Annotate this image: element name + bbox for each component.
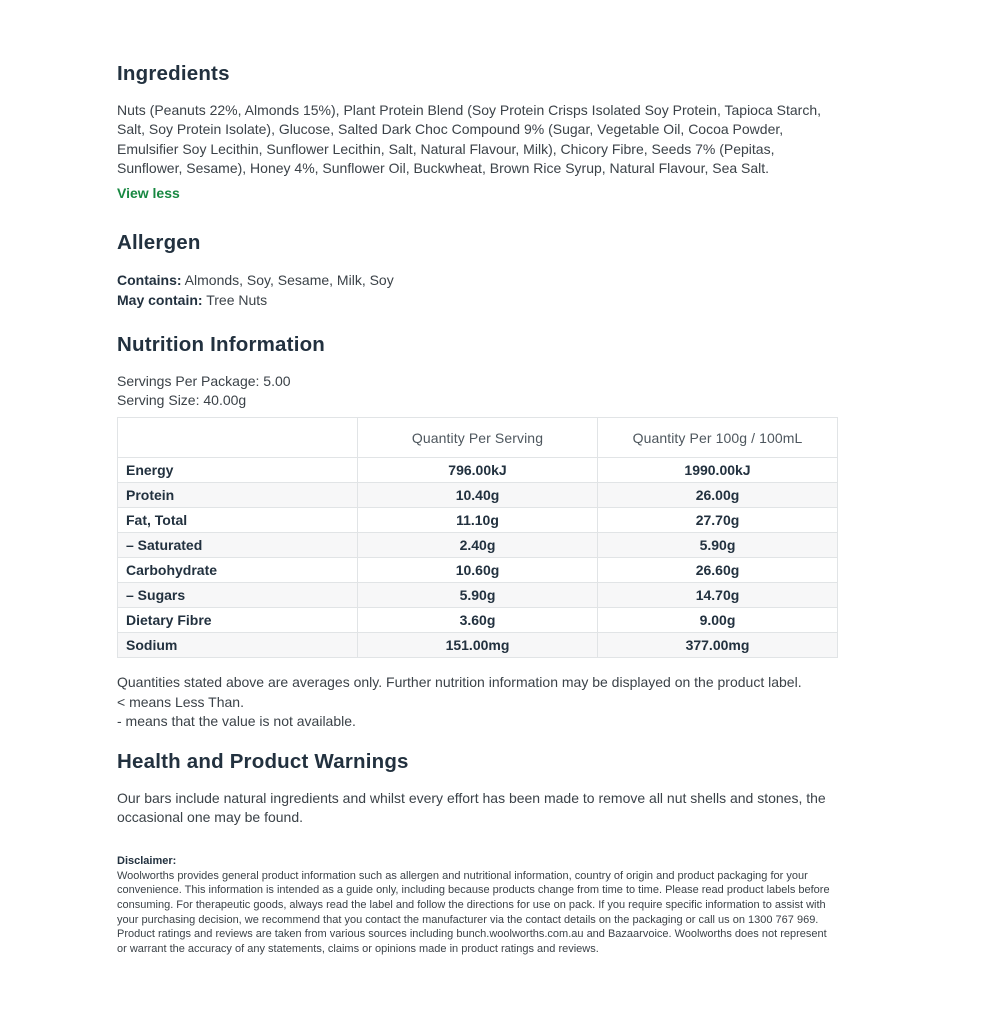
- nutrition-note-averages: Quantities stated above are averages only. Further nutrition information may be displayed on the product label.: [117, 674, 802, 691]
- nutrition-notes: [117, 674, 837, 731]
- warnings-heading: Health and Product Warnings: [117, 749, 409, 773]
- nutrient-per-serving: 151.00mg: [358, 633, 598, 658]
- table-row: [118, 608, 838, 633]
- nutrient-per-100g: 377.00mg: [598, 633, 838, 658]
- nutrient-per-serving: 10.60g: [358, 558, 598, 583]
- nutrient-per-100g: 1990.00kJ: [598, 458, 838, 483]
- nutrient-per-serving: 5.90g: [358, 583, 598, 608]
- allergen-heading: Allergen: [117, 230, 201, 254]
- allergen-contains-line: [117, 270, 837, 290]
- ingredients-section: [117, 62, 837, 203]
- allergen-section: [117, 231, 837, 310]
- nutrient-per-100g: 9.00g: [598, 608, 838, 633]
- table-row: [118, 483, 838, 508]
- nutrition-note-not-available: - means that the value is not available.: [117, 713, 356, 730]
- allergen-may-contain-label: May contain:: [117, 291, 203, 308]
- allergen-contains-value: Almonds, Soy, Sesame, Milk, Soy: [181, 271, 394, 288]
- table-row: [118, 508, 838, 533]
- nutrition-col-per-100g-header: Quantity Per 100g / 100mL: [598, 418, 838, 458]
- nutrient-label: Sodium: [118, 633, 358, 658]
- table-row: [118, 633, 838, 658]
- ingredients-heading: Ingredients: [117, 62, 230, 85]
- disclaimer-section: [117, 854, 837, 957]
- view-less-link[interactable]: View less: [117, 184, 180, 201]
- nutrient-per-serving: 2.40g: [358, 533, 598, 558]
- table-row: [118, 583, 838, 608]
- nutrition-col-label-header: [118, 418, 358, 458]
- nutrient-label: Dietary Fibre: [118, 608, 358, 633]
- allergen-may-contain-value: Tree Nuts: [202, 291, 268, 308]
- nutrition-table-header-row: [118, 418, 838, 458]
- nutrient-label: Energy: [118, 458, 358, 483]
- nutrient-per-100g: 26.00g: [598, 483, 838, 508]
- nutrient-per-serving: 796.00kJ: [358, 458, 598, 483]
- nutrient-per-100g: 26.60g: [598, 558, 838, 583]
- nutrient-per-100g: 14.70g: [598, 583, 838, 608]
- nutrition-section: [117, 333, 837, 731]
- nutrient-per-100g: 5.90g: [598, 533, 838, 558]
- warnings-text: Our bars include natural ingredients and whilst every effort has been made to remove all nut shells and stones, the occasional one may be found.: [117, 789, 826, 826]
- servings-per-package: Servings Per Package: 5.00: [117, 372, 291, 389]
- nutrient-label: Protein: [118, 483, 358, 508]
- disclaimer-label: Disclaimer:: [117, 854, 177, 867]
- disclaimer-text: Woolworths provides general product information such as allergen and nutritional information, country of origin and product packaging for your convenience. This information is intended as a guide only, including because products change from time to time. Please read product labels before consuming. For therapeutic goods, always read the label and follow the directions for use on pack. If you require specific information to assist with your purchasing decision, we recommend that you contact the manufacturer via the contact details on the packaging or call us on 1300 767 969. Product ratings and reviews are taken from various sources including bunch.woolworths.com.au and Bazaarvoice. Woolworths does not represent or warrant the accuracy of any statements, claims or opinions made in product ratings and reviews.: [117, 869, 830, 955]
- ingredients-text: Nuts (Peanuts 22%, Almonds 15%), Plant Protein Blend (Soy Protein Crisps Isolated Soy Protein, Tapioca Starch, Salt, Soy Protein Isolate), Glucose, Salted Dark Choc Compound 9% (Sugar, Vegetable Oil, Cocoa Powder, Emulsifier Soy Lecithin, Sunflower Lecithin, Salt, Natural Flavour, Milk), Chicory Fibre, Seeds 7% (Pepitas, Sunflower, Sesame), Honey 4%, Sunflower Oil, Buckwheat, Brown Rice Syrup, Natural Flavour, Sea Salt.: [117, 102, 821, 177]
- nutrition-table: [117, 417, 838, 658]
- allergen-may-contain-line: [117, 290, 837, 310]
- nutrient-per-serving: 11.10g: [358, 508, 598, 533]
- table-row: [118, 533, 838, 558]
- nutrient-label: Fat, Total: [118, 508, 358, 533]
- nutrient-per-serving: 3.60g: [358, 608, 598, 633]
- nutrition-note-less-than: < means Less Than.: [117, 693, 244, 710]
- nutrient-label: – Sugars: [118, 583, 358, 608]
- nutrient-per-serving: 10.40g: [358, 483, 598, 508]
- table-row: [118, 558, 838, 583]
- warnings-section: [117, 750, 837, 828]
- allergen-contains-label: Contains:: [117, 271, 182, 288]
- serving-size: Serving Size: 40.00g: [117, 392, 247, 409]
- nutrient-label: – Saturated: [118, 533, 358, 558]
- nutrient-per-100g: 27.70g: [598, 508, 838, 533]
- nutrition-heading: Nutrition Information: [117, 332, 326, 356]
- nutrition-col-per-serving-header: Quantity Per Serving: [358, 418, 598, 458]
- nutrient-label: Carbohydrate: [118, 558, 358, 583]
- table-row: [118, 458, 838, 483]
